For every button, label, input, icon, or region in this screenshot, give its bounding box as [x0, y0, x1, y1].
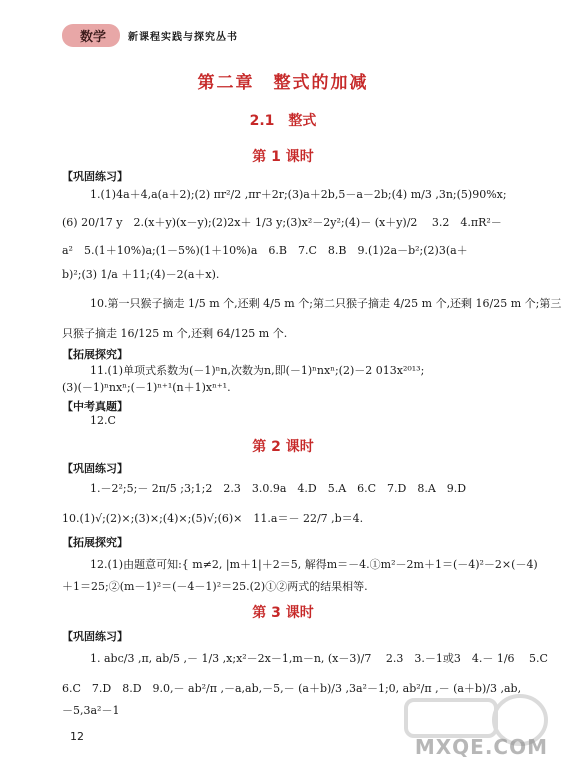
answer-line: 11.(1)单项式系数为(－1)ⁿn,次数为n,即(－1)ⁿnxⁿ;(2)－2 013x²⁰¹³; — [90, 364, 425, 377]
answer-line: 6.C 7.D 8.D 9.0,－ ab²/π ,－a,ab,－5,－ (a＋b)/3 ,3a²－1;0, ab²/π ,－ (a＋b)/3 ,ab, — [62, 682, 522, 695]
answer-line: 1.(1)4a＋4,a(a＋2);(2) πr²/2 ,πr＋2r;(3)a＋2b,5－a－2b;(4) m/3 ,3n;(5)90%x; — [90, 188, 507, 201]
lesson-3-title: 第 3 课时 — [252, 605, 314, 621]
answer-line: a² 5.(1＋10%)a;(1－5%)(1＋10%)a 6.B 7.C 8.B 9.(1)2a－b²;(2)3(a＋ — [62, 244, 468, 257]
series-title: 新课程实践与探究丛书 — [128, 31, 239, 43]
lesson-1-exam-label: 【中考真题】 — [62, 400, 128, 413]
answer-line: 10.(1)√;(2)×;(3)×;(4)×;(5)√;(6)× 11.a＝－ 22/7 ,b＝4. — [62, 512, 364, 525]
lesson-1-consolidate-label: 【巩固练习】 — [62, 170, 128, 183]
answer-line: b)²;(3) 1/a ＋11;(4)－2(a＋x). — [62, 268, 220, 281]
running-header — [62, 24, 238, 46]
answer-line: (6) 20/17 y 2.(x＋y)(x－y);(2)2x＋ 1/3 y;(3)x²－2y²;(4)－ (x＋y)/2 3.2 4.πR²－ — [62, 216, 502, 229]
answer-line: 1.－2²;5;－ 2π/5 ;3;1;2 2.3 3.0.9a 4.D 5.A 6.C 7.D 8.A 9.D — [90, 482, 467, 495]
answer-line: ＋1＝25;②(m－1)²＝(－4－1)²＝25.(2)①②两式的结果相等. — [62, 580, 368, 593]
lesson-3-consolidate-label: 【巩固练习】 — [62, 630, 128, 643]
watermark-text: MXQE.COM — [414, 735, 548, 759]
lesson-1-extend-label: 【拓展探究】 — [62, 348, 128, 361]
answer-line: 12.(1)由题意可知:{ m≠2, |m＋1|＋2＝5, 解得m＝－4.①m²－2m＋1＝(－4)²－2×(－4) — [90, 558, 538, 571]
answer-line: 1. abc/3 ,π, ab/5 ,－ 1/3 ,x;x²－2x－1,m－n, (x－3)/7 2.3 3.－1或3 4.－ 1/6 5.C — [90, 652, 548, 665]
lesson-2-consolidate-label: 【巩固练习】 — [62, 462, 128, 475]
answer-line: 只猴子摘走 16/125 m 个,还剩 64/125 m 个. — [62, 327, 288, 340]
subject-tab: 数学 — [62, 24, 120, 47]
lesson-1-title: 第 1 课时 — [252, 149, 314, 165]
chapter-title: 第二章 整式的加减 — [197, 73, 369, 93]
answer-line: 12.C — [90, 414, 116, 427]
answer-line: －5,3a²－1 — [62, 704, 120, 717]
section-title: 2.1 整式 — [249, 113, 317, 129]
answer-line: 10.第一只猴子摘走 1/5 m 个,还剩 4/5 m 个;第二只猴子摘走 4/25 m 个,还剩 16/25 m 个;第三 — [90, 297, 562, 310]
answer-line: (3)(－1)ⁿnxⁿ;(－1)ⁿ⁺¹(n＋1)xⁿ⁺¹. — [62, 381, 231, 394]
lesson-2-extend-label: 【拓展探究】 — [62, 536, 128, 549]
lesson-2-title: 第 2 课时 — [252, 439, 314, 455]
page-number: 12 — [70, 730, 84, 743]
